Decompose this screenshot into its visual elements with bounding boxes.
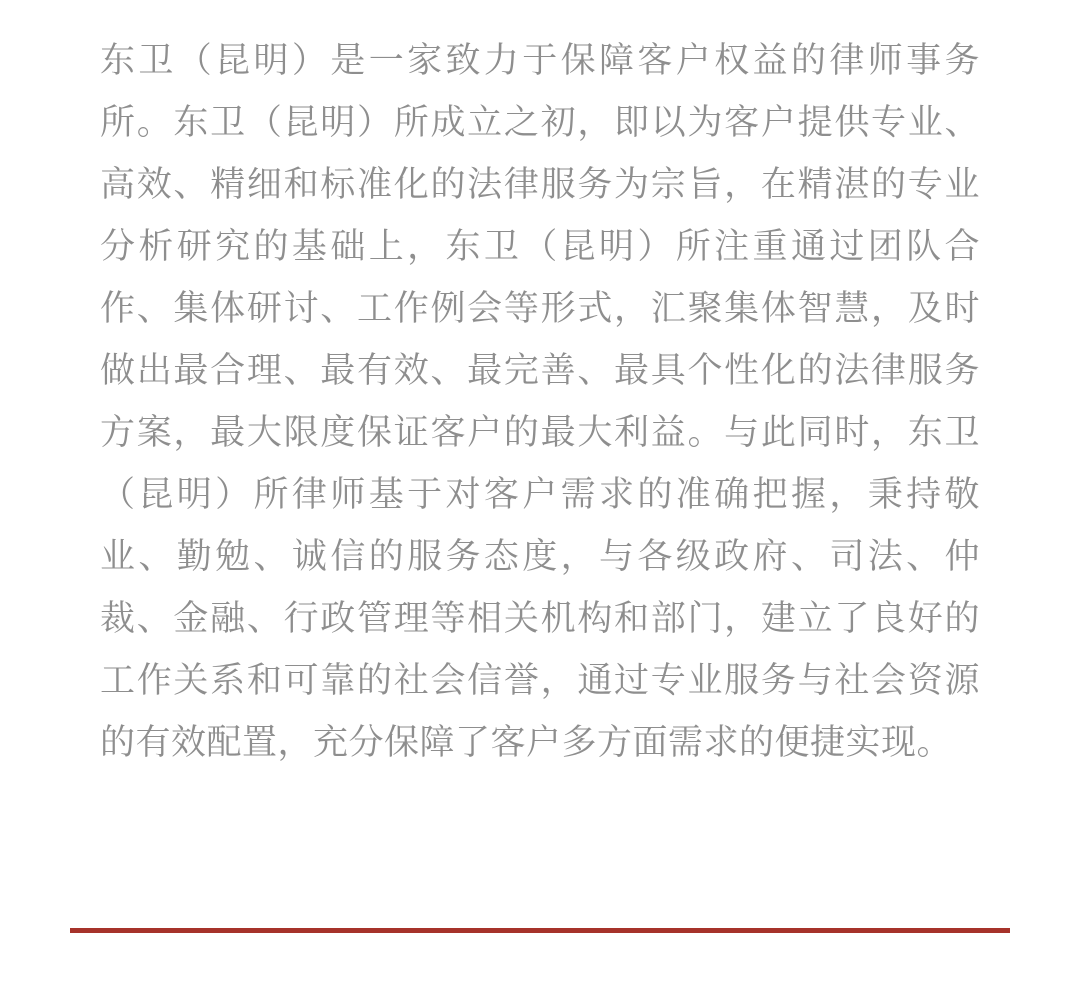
section-divider xyxy=(70,928,1010,936)
article-body xyxy=(100,30,980,774)
article-paragraph: 东卫（昆明）是一家致力于保障客户权益的律师事务所。东卫（昆明）所成立之初，即以为客户提供专业、高效、精细和标准化的法律服务为宗旨，在精湛的专业分析研究的基础上，东卫（昆明）所注重通过团队合作、集体研讨、工作例会等形式，汇聚集体智慧，及时做出最合理、最有效、最完善、最具个性化的法律服务方案，最大限度保证客户的最大利益。与此同时，东卫（昆明）所律师基于对客户需求的准确把握，秉持敬业、勤勉、诚信的服务态度，与各级政府、司法、仲裁、金融、行政管理等相关机构和部门，建立了良好的工作关系和可靠的社会信誉，通过专业服务与社会资源的有效配置，充分保障了客户多方面需求的便捷实现。 xyxy=(100,41,980,762)
divider-rule xyxy=(70,928,1010,933)
